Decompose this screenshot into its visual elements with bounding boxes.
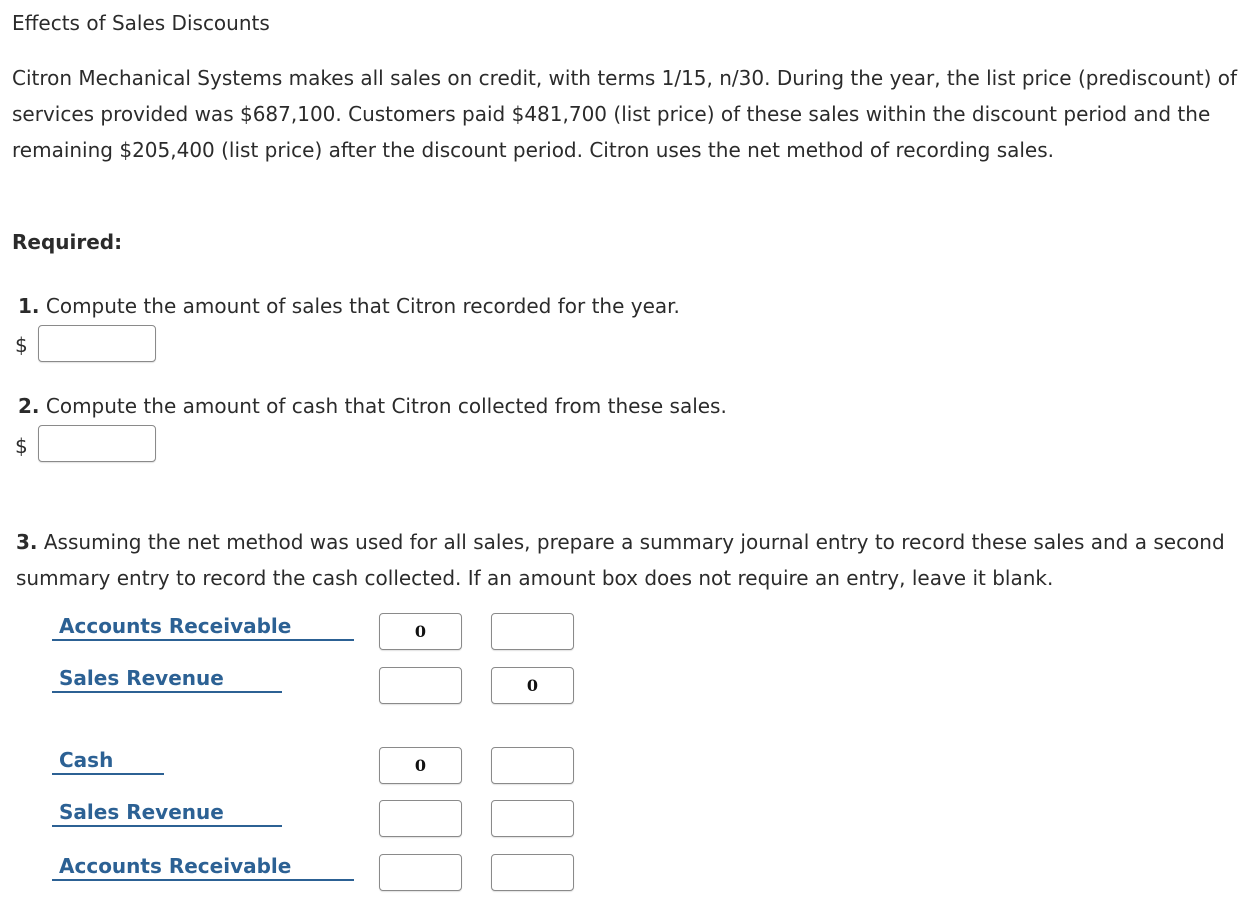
question-3-text: Assuming the net method was used for all sales, prepare a summary journal entry to record these sales and a second summary entry to record the cash collected. If an amount box does not require an entry, leave it blank.	[16, 530, 1225, 590]
entry2-row1-debit-input[interactable]: 0	[379, 747, 462, 784]
entry2-row2-debit-input[interactable]	[379, 800, 462, 837]
entry1-row1-credit-input[interactable]	[491, 613, 574, 650]
question-2	[18, 393, 727, 419]
problem-statement: Citron Mechanical Systems makes all sales on credit, with terms 1/15, n/30. During the year, the list price (prediscount) of services provided was $687,100. Customers paid $481,700 (list price) of these sales within the discount period and the remaining $205,400 (list price) after the discount period. Citron uses the net method of recording sales.	[12, 66, 1238, 162]
question-1-currency: $	[15, 333, 28, 357]
question-1-number: 1.	[18, 294, 40, 318]
entry1-row2-debit-input[interactable]	[379, 667, 462, 704]
entry1-row2-credit-input[interactable]: 0	[491, 667, 574, 704]
page-title: Effects of Sales Discounts	[12, 11, 270, 35]
account-select-cash[interactable]: Cash	[52, 747, 164, 775]
question-1	[18, 293, 680, 319]
account-select-accounts-receivable-2[interactable]: Accounts Receivable	[52, 853, 354, 881]
entry2-row1-credit-input[interactable]	[491, 747, 574, 784]
question-2-text: Compute the amount of cash that Citron collected from these sales.	[45, 394, 727, 418]
question-2-currency: $	[15, 434, 28, 458]
required-heading: Required:	[12, 230, 123, 254]
account-select-accounts-receivable[interactable]: Accounts Receivable	[52, 613, 354, 641]
entry2-row2-credit-input[interactable]	[491, 800, 574, 837]
account-select-sales-revenue-2[interactable]: Sales Revenue	[52, 799, 282, 827]
entry2-row3-credit-input[interactable]	[491, 854, 574, 891]
entry1-row1-debit-input[interactable]: 0	[379, 613, 462, 650]
question-3	[16, 524, 1256, 596]
question-2-number: 2.	[18, 394, 40, 418]
question-2-answer-input[interactable]	[38, 425, 156, 462]
question-3-number: 3.	[16, 530, 38, 554]
account-select-sales-revenue[interactable]: Sales Revenue	[52, 665, 282, 693]
entry2-row3-debit-input[interactable]	[379, 854, 462, 891]
question-1-text: Compute the amount of sales that Citron recorded for the year.	[45, 294, 680, 318]
question-1-answer-input[interactable]	[38, 325, 156, 362]
